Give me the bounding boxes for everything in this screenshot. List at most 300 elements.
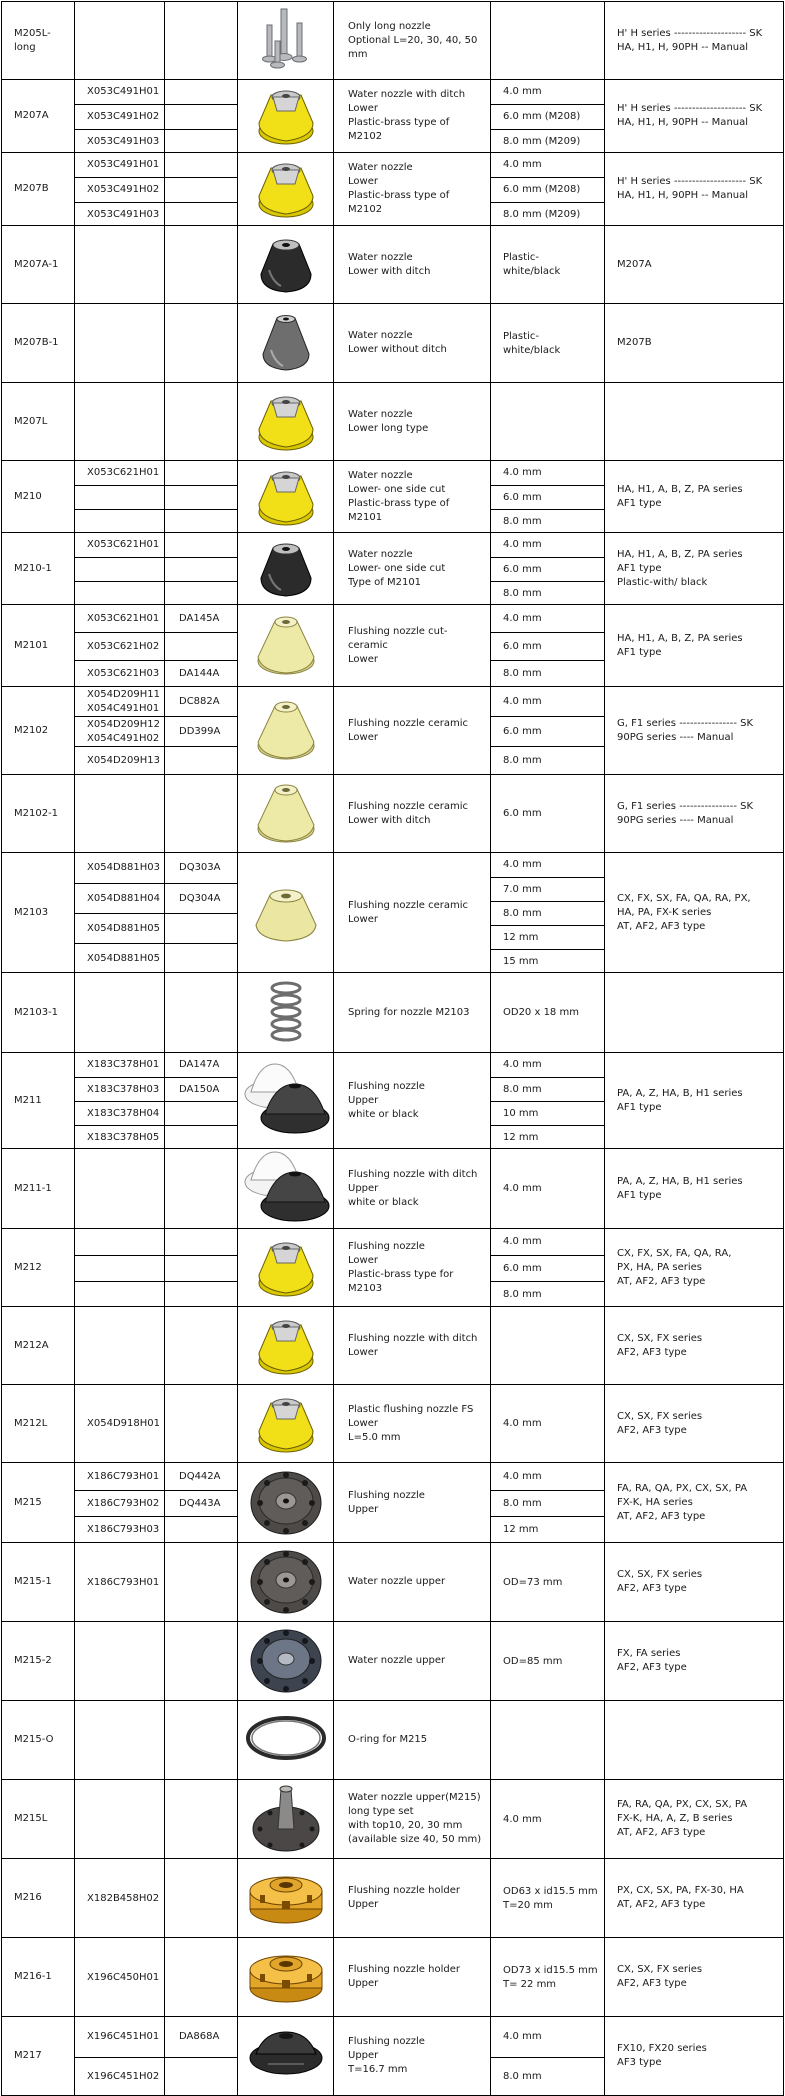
spring-nozzle-image [266, 980, 306, 1046]
code-cell [165, 153, 238, 225]
model-number: M215-1 [14, 1576, 52, 1587]
size-value: 4.0 mm [503, 539, 542, 550]
code-number-slot [165, 1463, 237, 1490]
size-value: 6.0 mm (M208) [503, 184, 581, 195]
grey-cone-nozzle-image [251, 308, 321, 378]
part-number: X053C491H02 [87, 111, 160, 122]
code-number-slot [165, 153, 237, 177]
model-number: M207L [14, 415, 48, 427]
part-number: X053C621H01 [87, 467, 160, 478]
code-number: DQ443A [179, 1497, 221, 1509]
part-number: X053C491H02 [87, 184, 160, 195]
part-number-slot [75, 80, 164, 104]
size-value-slot [491, 746, 604, 775]
size-value: 6.0 mm [503, 808, 542, 819]
code-number-slot [165, 1125, 237, 1149]
table-row [1, 775, 784, 853]
size-value: 8.0 mm [503, 755, 542, 766]
part-number-slot [75, 1516, 164, 1543]
size-value-slot [491, 973, 604, 1053]
application-series: H' H series -------------------- SK HA, H1, H, 90PH -- Manual [617, 27, 763, 53]
size-cell [491, 775, 605, 852]
size-cell [491, 1622, 605, 1700]
code-number-slot [165, 104, 237, 129]
part-number: X053C491H03 [87, 135, 160, 147]
part-number: X196C451H01 [87, 2031, 160, 2042]
part-number: X183C378H05 [87, 1131, 160, 1143]
code-number: DQ303A [179, 862, 221, 873]
code-number-slot [165, 853, 237, 883]
size-value-slot [491, 1101, 604, 1125]
code-number-slot [165, 943, 237, 973]
part-number-cell [75, 153, 165, 225]
table-row [1, 1938, 784, 2017]
ceramic-nozzle-image [251, 609, 321, 683]
description-cell [334, 973, 491, 1052]
part-number: X186C793H03 [87, 1524, 160, 1535]
size-value: 12 mm [503, 1131, 539, 1143]
code-cell [165, 1780, 238, 1858]
size-value: 4.0 mm [503, 695, 542, 707]
size-value: 10 mm [503, 1107, 539, 1119]
application-series: FX, FA series AF2, AF3 type [617, 1648, 687, 1673]
part-number-slot [75, 226, 164, 304]
application-cell [605, 2017, 784, 2095]
size-cell [491, 1701, 605, 1779]
description: Flushing nozzle Lower Plastic-brass type for M2103 [348, 1240, 454, 1294]
disc-long-nozzle-image [248, 1779, 324, 1859]
part-number-cell [75, 533, 165, 604]
code-cell [165, 226, 238, 303]
application-series: FA, RA, QA, PX, CX, SX, PA FX-K, HA, A, Z, B series AT, AF2, AF3 type [617, 1799, 748, 1838]
image-cell [238, 1385, 334, 1462]
model-cell [1, 533, 75, 604]
application-cell [605, 1859, 784, 1937]
code-cell [165, 2, 238, 79]
size-value-slot [491, 104, 604, 129]
description-cell [334, 1938, 491, 2016]
size-value-slot [491, 877, 604, 901]
code-number-slot [165, 80, 237, 104]
description: Water nozzle upper [348, 1655, 446, 1666]
part-number-slot [75, 533, 164, 557]
black-cone-nozzle-image [251, 230, 321, 300]
size-cell [491, 383, 605, 460]
model-number: M212L [14, 1417, 48, 1429]
part-number-cell [75, 687, 165, 774]
code-number: DC882A [179, 695, 220, 707]
code-number: DA144A [179, 668, 220, 679]
part-number-slot [75, 2057, 164, 2096]
part-number-cell [75, 2017, 165, 2095]
size-value: 6.0 mm [503, 563, 542, 575]
code-number-slot [165, 716, 237, 746]
application-cell [605, 1053, 784, 1148]
application-series: PA, A, Z, HA, B, H1 series AF1 type [617, 1087, 743, 1113]
model-number: M2103-1 [14, 1006, 59, 1018]
code-number-slot [165, 1780, 237, 1859]
size-value-slot [491, 687, 604, 716]
part-number-cell [75, 1053, 165, 1148]
yellow-cone-nozzle-image [251, 81, 321, 151]
size-cell [491, 1149, 605, 1228]
size-value: 6.0 mm [503, 640, 542, 652]
code-number-slot [165, 1622, 237, 1701]
code-number-slot [165, 605, 237, 632]
description-cell [334, 687, 491, 774]
size-value: 4.0 mm [503, 467, 542, 478]
size-cell [491, 1859, 605, 1937]
model-cell [1, 226, 75, 303]
model-number: M212 [14, 1261, 42, 1273]
part-number: X053C491H01 [87, 159, 160, 170]
part-number-cell [75, 1307, 165, 1384]
part-number: X054D209H11 X054C491H01 [87, 688, 160, 714]
description: Water nozzle Lower Plastic-brass type of M2102 [348, 162, 450, 215]
size-value: 8.0 mm (M209) [503, 208, 581, 220]
size-value-slot [491, 1149, 604, 1229]
code-number-slot [165, 1255, 237, 1281]
description: Plastic flushing nozzle FS Lower L=5.0 mm [348, 1403, 474, 1443]
code-cell [165, 304, 238, 382]
table-row [1, 1463, 784, 1543]
description-cell [334, 153, 491, 225]
table-row [1, 973, 784, 1053]
size-value-slot [491, 1938, 604, 2017]
code-number-slot [165, 509, 237, 533]
part-number: X183C378H01 [87, 1059, 160, 1070]
part-number-cell [75, 1149, 165, 1228]
table-row [1, 1543, 784, 1622]
table-row [1, 1307, 784, 1385]
yellow-cone-nozzle-image [251, 1389, 321, 1459]
part-number-cell [75, 1938, 165, 2016]
disc-nozzle-image [248, 1465, 324, 1541]
size-value: 4.0 mm [503, 612, 542, 624]
application-series: FX10, FX20 series AF3 type [617, 2043, 707, 2068]
part-number-cell [75, 1859, 165, 1937]
dome-pair-nozzle-image [239, 1148, 333, 1230]
part-number-slot [75, 1622, 164, 1701]
image-cell [238, 1780, 334, 1858]
application-series: M207B [617, 337, 652, 348]
size-value: 8.0 mm [503, 587, 542, 599]
part-number-slot [75, 1149, 164, 1229]
size-value-slot [491, 1701, 604, 1780]
description: Water nozzle Lower with ditch [348, 251, 431, 277]
part-number: X054D209H12 X054C491H02 [87, 718, 160, 744]
image-cell [238, 605, 334, 686]
size-value-slot [491, 383, 604, 461]
description: Flushing nozzle with ditch Upper white or black [348, 1168, 478, 1208]
size-value-slot [491, 509, 604, 533]
code-number-slot [165, 1229, 237, 1255]
description-cell [334, 2017, 491, 2095]
part-number-cell [75, 775, 165, 852]
size-cell [491, 2, 605, 79]
size-value: 8.0 mm [503, 1083, 542, 1095]
code-cell [165, 1385, 238, 1462]
model-cell [1, 1701, 75, 1779]
size-value-slot [491, 949, 604, 973]
code-number-slot [165, 581, 237, 605]
code-number-slot [165, 660, 237, 687]
size-value: 4.0 mm [503, 2031, 542, 2042]
application-series: PX, CX, SX, PA, FX-30, HA AT, AF2, AF3 type [617, 1885, 744, 1910]
part-number: X053C621H02 [87, 640, 160, 652]
size-value-slot [491, 901, 604, 925]
application-cell [605, 1938, 784, 2016]
code-cell [165, 1463, 238, 1542]
code-number-slot [165, 1385, 237, 1463]
brass-nozzle-image [246, 1863, 326, 1933]
model-number: M215L [14, 1813, 48, 1824]
model-cell [1, 1307, 75, 1384]
part-number-slot [75, 1490, 164, 1516]
part-number-slot [75, 1053, 164, 1077]
size-value: 4.0 mm [503, 1418, 542, 1429]
part-number-slot [75, 485, 164, 509]
code-cell [165, 1229, 238, 1306]
size-value-slot [491, 304, 604, 383]
description: Flushing nozzle with ditch Lower [348, 1332, 478, 1358]
image-cell [238, 853, 334, 972]
part-number-slot [75, 660, 164, 687]
part-number-slot [75, 687, 164, 716]
part-number: X053C491H01 [87, 86, 160, 97]
model-cell [1, 605, 75, 686]
application-cell [605, 2, 784, 79]
model-number: M211 [14, 1094, 42, 1106]
code-number-slot [165, 1077, 237, 1101]
image-cell [238, 80, 334, 152]
ceramic-nozzle-image [251, 777, 321, 851]
table-row [1, 605, 784, 687]
model-cell [1, 1938, 75, 2016]
code-number-slot [165, 746, 237, 775]
table-row [1, 1, 784, 80]
part-number-slot [75, 1255, 164, 1281]
description-cell [334, 533, 491, 604]
table-row [1, 1149, 784, 1229]
part-number-slot [75, 1125, 164, 1149]
model-cell [1, 1385, 75, 1462]
code-cell [165, 1053, 238, 1148]
image-cell [238, 1149, 334, 1228]
part-number: X054D209H13 [87, 755, 160, 766]
model-number: M207B [14, 183, 49, 194]
size-cell [491, 853, 605, 972]
part-number: X054D918H01 [87, 1418, 160, 1429]
image-cell [238, 1859, 334, 1937]
code-cell [165, 853, 238, 972]
code-number-slot [165, 1490, 237, 1516]
table-row [1, 1622, 784, 1701]
size-value: 4.0 mm [503, 1059, 542, 1070]
model-number: M211-1 [14, 1182, 52, 1194]
model-cell [1, 153, 75, 225]
size-cell [491, 605, 605, 686]
size-value-slot [491, 177, 604, 202]
application-cell [605, 80, 784, 152]
code-number: DA150A [179, 1083, 220, 1095]
table-row [1, 461, 784, 533]
size-value: 8.0 mm [503, 1497, 542, 1509]
model-number: M216-1 [14, 1971, 52, 1982]
part-number: X196C451H02 [87, 2071, 160, 2082]
model-number: M210 [14, 490, 42, 502]
code-cell [165, 383, 238, 460]
size-value: OD=73 mm [503, 1576, 563, 1588]
code-number-slot [165, 2017, 237, 2057]
size-value: OD73 x id15.5 mm T= 22 mm [503, 1964, 598, 1990]
table-row [1, 80, 784, 153]
application-series: CX, SX, FX series AF2, AF3 type [617, 1410, 703, 1436]
image-cell [238, 1543, 334, 1621]
size-value: 4.0 mm [503, 1813, 542, 1825]
size-value-slot [491, 461, 604, 485]
brass-nozzle-image [246, 1942, 326, 2012]
description-cell [334, 605, 491, 686]
code-number: DA147A [179, 1059, 220, 1070]
description: Water nozzle Lower without ditch [348, 330, 447, 355]
part-number-slot [75, 2, 164, 81]
model-cell [1, 1053, 75, 1148]
code-number: DQ442A [179, 1470, 221, 1482]
part-number: X053C621H01 [87, 612, 160, 624]
size-cell [491, 153, 605, 225]
code-cell [165, 605, 238, 686]
image-cell [238, 687, 334, 774]
size-cell [491, 973, 605, 1052]
size-value-slot [491, 2057, 604, 2096]
size-value-slot [491, 1307, 604, 1385]
part-number-cell [75, 2, 165, 79]
model-number: M2103 [14, 906, 49, 918]
code-number-slot [165, 533, 237, 557]
size-value-slot [491, 485, 604, 509]
code-number-slot [165, 1701, 237, 1780]
model-number: M2102 [14, 724, 49, 736]
part-number-slot [75, 1101, 164, 1125]
size-value-slot [491, 1859, 604, 1938]
code-cell [165, 461, 238, 532]
table-row [1, 1859, 784, 1938]
part-number: X054D881H05 [87, 922, 160, 934]
code-cell [165, 1701, 238, 1779]
size-value-slot [491, 202, 604, 226]
size-value: 7.0 mm [503, 883, 542, 895]
table-row [1, 1780, 784, 1859]
model-number: M216 [14, 1892, 42, 1903]
application-series: PA, A, Z, HA, B, H1 series AF1 type [617, 1175, 743, 1201]
part-number-slot [75, 557, 164, 581]
description-cell [334, 1307, 491, 1384]
size-cell [491, 80, 605, 152]
size-cell [491, 2017, 605, 2095]
application-series: H' H series -------------------- SK HA, H1, H, 90PH -- Manual [617, 176, 763, 201]
model-number: M215 [14, 1496, 42, 1508]
description-cell [334, 80, 491, 152]
description-cell [334, 226, 491, 303]
code-cell [165, 533, 238, 604]
part-number-cell [75, 383, 165, 460]
model-cell [1, 304, 75, 382]
description: Only long nozzle Optional L=20, 30, 40, 50 mm [348, 20, 478, 60]
description: Flushing nozzle Upper [348, 1489, 425, 1515]
application-series: G, F1 series ---------------- SK 90PG series ---- Manual [617, 800, 754, 826]
part-number-slot [75, 202, 164, 226]
model-cell [1, 1463, 75, 1542]
part-number: X183C378H04 [87, 1107, 160, 1119]
part-number-cell [75, 304, 165, 382]
part-number: X054D881H04 [87, 892, 160, 904]
part-number-slot [75, 1701, 164, 1780]
image-cell [238, 461, 334, 532]
code-number-slot [165, 883, 237, 913]
code-number-slot [165, 2057, 237, 2096]
yellow-cone-nozzle-image [251, 462, 321, 532]
code-number-slot [165, 1516, 237, 1543]
model-number: M215-2 [14, 1655, 52, 1666]
table-row [1, 1701, 784, 1780]
description-cell [334, 853, 491, 972]
part-number-slot [75, 153, 164, 177]
application-series: CX, SX, FX series AF2, AF3 type [617, 1332, 703, 1358]
part-number-slot [75, 2017, 164, 2057]
size-cell [491, 304, 605, 382]
description-cell [334, 383, 491, 460]
code-cell [165, 80, 238, 152]
size-value: 15 mm [503, 955, 539, 967]
part-number-slot [75, 1543, 164, 1622]
part-number: X053C621H01 [87, 539, 160, 550]
description-cell [334, 1053, 491, 1148]
size-cell [491, 1053, 605, 1148]
code-number-slot [165, 632, 237, 660]
part-number: X186C793H01 [87, 1470, 160, 1482]
code-number-slot [165, 1938, 237, 2017]
size-value-slot [491, 1125, 604, 1149]
code-number-slot [165, 202, 237, 226]
description: Water nozzle upper [348, 1576, 446, 1587]
part-number-cell [75, 605, 165, 686]
part-number-slot [75, 943, 164, 973]
part-number: X186C793H02 [87, 1497, 160, 1509]
part-number-slot [75, 883, 164, 913]
image-cell [238, 304, 334, 382]
description-cell [334, 1543, 491, 1621]
code-number: DQ304A [179, 892, 221, 904]
application-cell [605, 533, 784, 604]
application-series: FA, RA, QA, PX, CX, SX, PA FX-K, HA series AT, AF2, AF3 type [617, 1482, 748, 1522]
part-number-slot [75, 304, 164, 383]
table-row [1, 383, 784, 461]
description: Water nozzle Lower long type [348, 408, 429, 434]
part-number-cell [75, 1701, 165, 1779]
application-series: M207A [617, 258, 652, 270]
image-cell [238, 1053, 334, 1148]
part-number-slot [75, 1938, 164, 2017]
part-number: X054D881H05 [87, 952, 160, 964]
size-value-slot [491, 533, 604, 557]
size-value: Plastic- white/black [503, 252, 561, 277]
table-row [1, 533, 784, 605]
code-number-slot [165, 177, 237, 202]
model-cell [1, 1622, 75, 1700]
part-number-slot [75, 1307, 164, 1385]
size-value-slot [491, 1490, 604, 1516]
